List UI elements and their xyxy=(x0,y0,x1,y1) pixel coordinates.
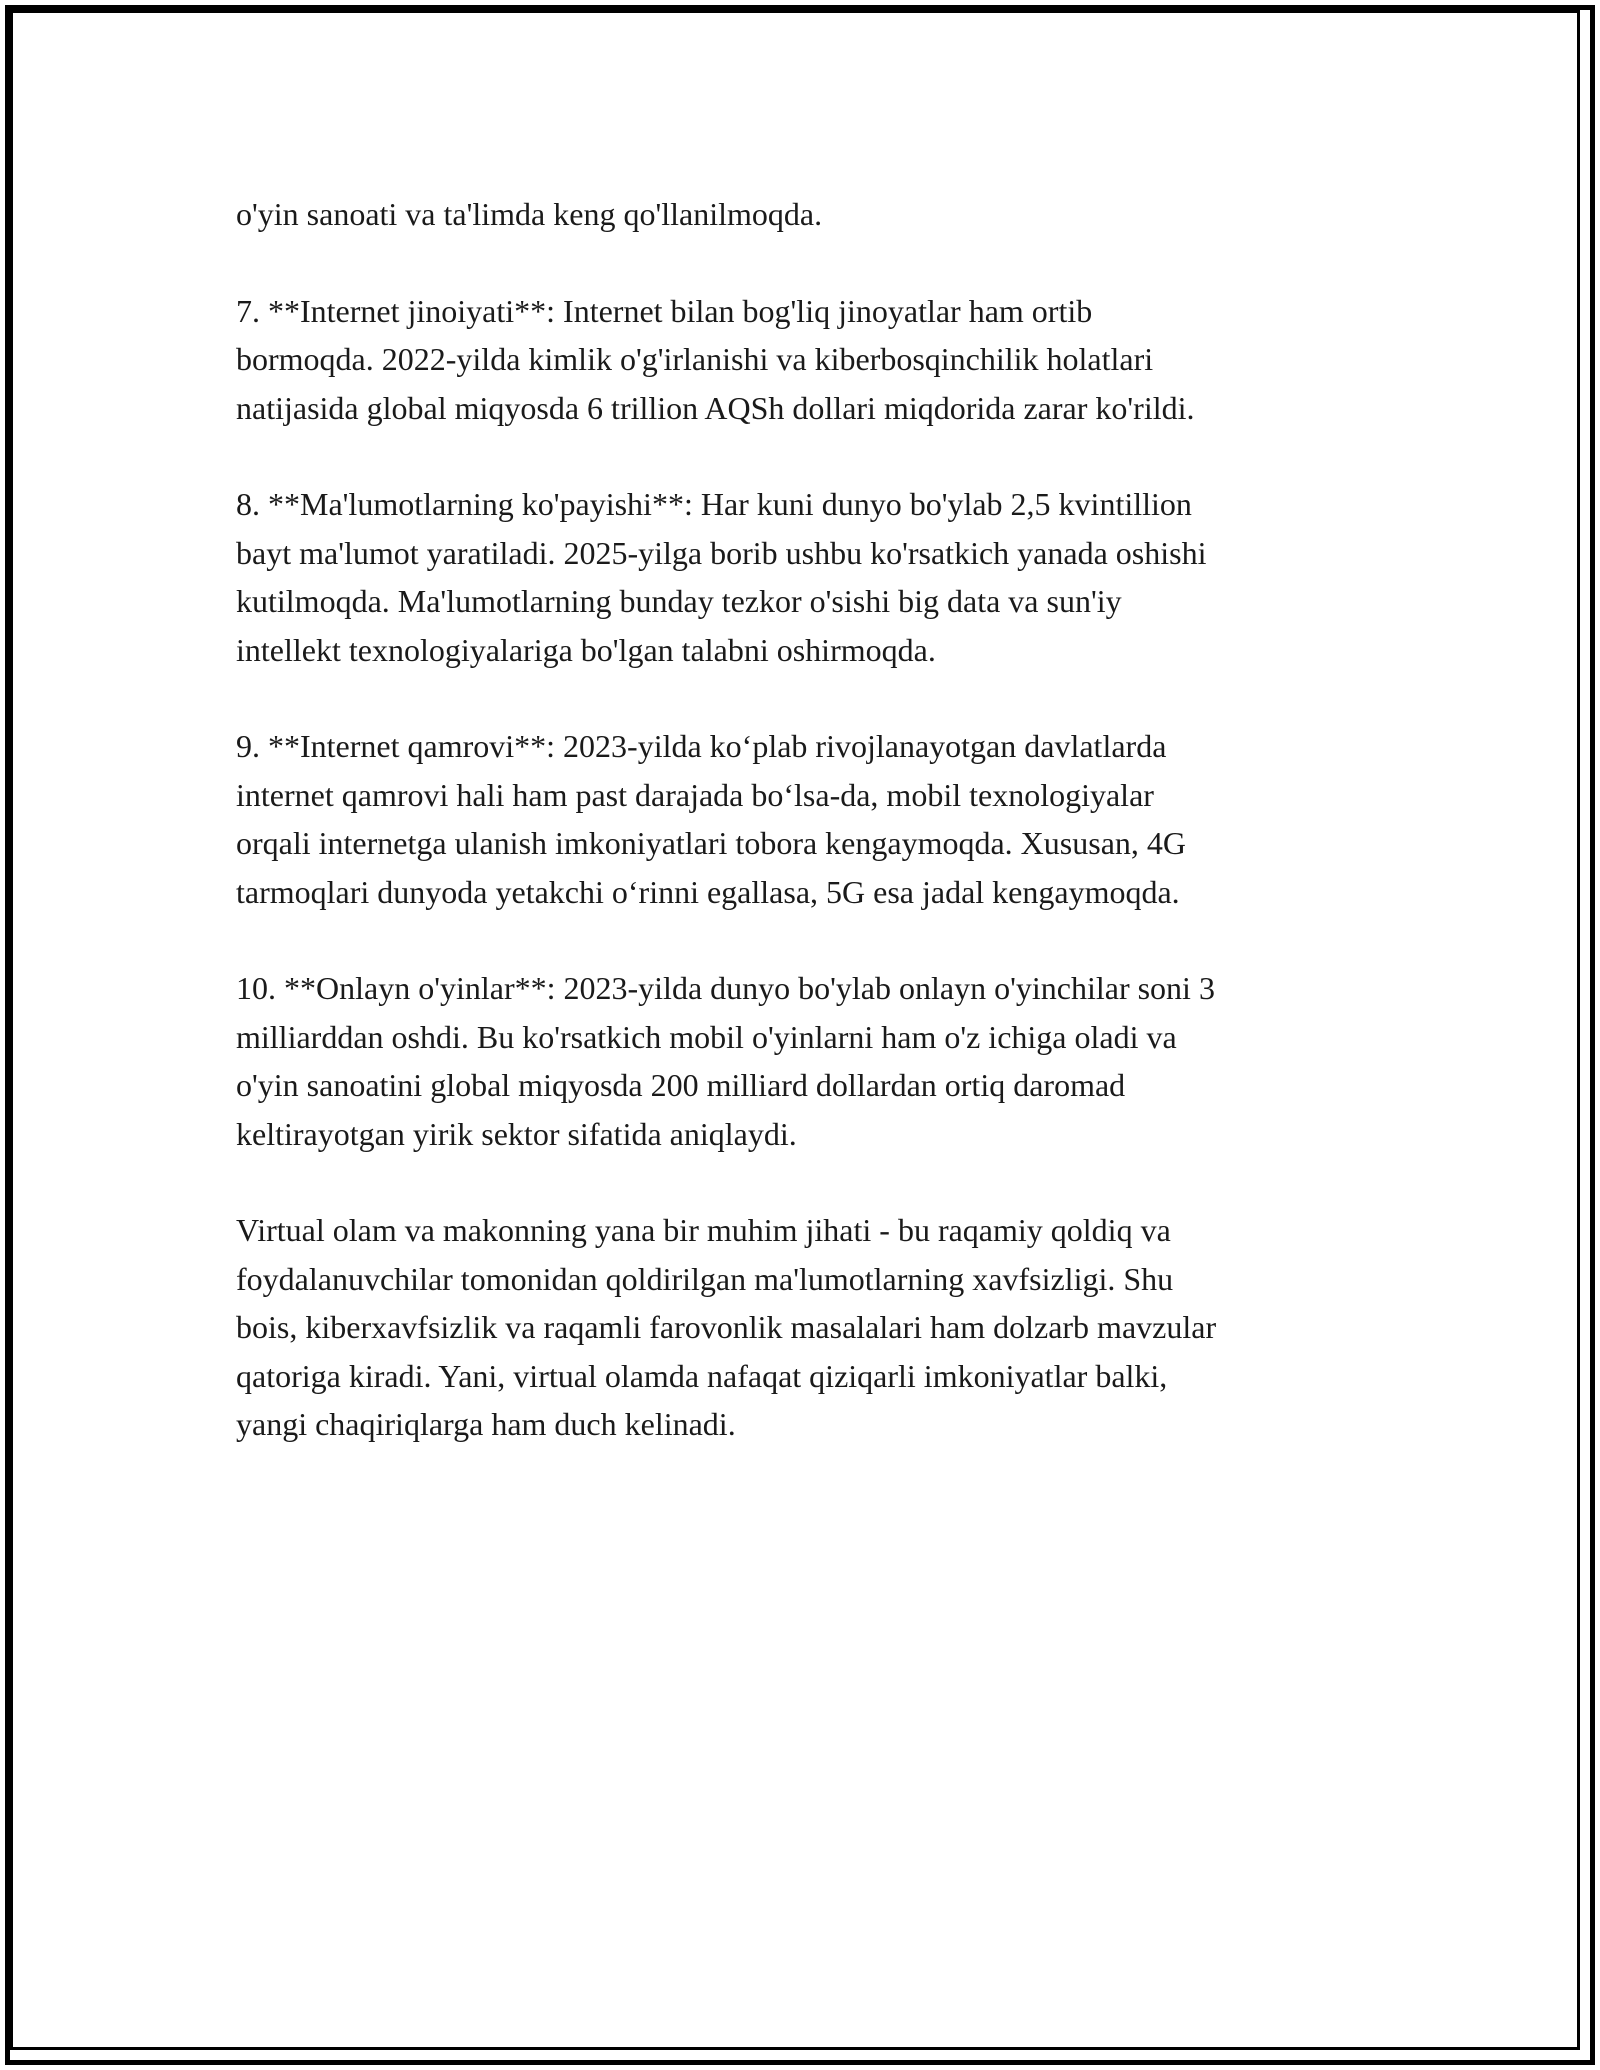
paragraph-internet-crime: 7. **Internet jinoiyati**: Internet bilan bog'liq jinoyatlar ham ortib bormoqda. 2022-yilda kimlik o'g'irlanishi va kiberbosqinchilik holatlari natijasida global miqyosda 6 trillion AQSh dollari miqdorida zarar ko'rildi. xyxy=(236,292,1195,426)
paragraph-online-games: 10. **Onlayn o'yinlar**: 2023-yilda dunyo bo'ylab onlayn o'yinchilar soni 3 milliarddan oshdi. Bu ko'rsatkich mobil o'yinlarni ham o'z ichiga oladi va o'yin sanoatini global miqyosda 200 milliard dollardan ortiq daromad keltirayotgan yirik sektor sifatida aniqlaydi. xyxy=(236,970,1215,1152)
paragraph-continuation: o'yin sanoati va ta'limda keng qo'llanilmoqda. xyxy=(236,196,823,232)
paragraph-data-growth: 8. **Ma'lumotlarning ko'payishi**: Har kuni dunyo bo'ylab 2,5 kvintillion bayt ma'lumot yaratiladi. 2025-yilga borib ushbu ko'rsatkich yanada oshishi kutilmoqda. Ma'lumotlarning bunday tezkor o'sishi big data va sun'iy intellekt texnologiyalariga bo'lgan talabni oshirmoqda. xyxy=(236,486,1207,668)
document-body xyxy=(236,190,1376,1497)
paragraph-internet-coverage: 9. **Internet qamrovi**: 2023-yilda ko‘plab rivojlanayotgan davlatlarda internet qamrovi hali ham past darajada bo‘lsa-da, mobil texnologiyalar orqali internetga ulanish imkoniyatlari tobora kengaymoqda. Xususan, 4G tarmoqlari dunyoda yetakchi o‘rinni egallasa, 5G esa jadal kengaymoqda. xyxy=(236,728,1186,910)
paragraph-conclusion: Virtual olam va makonning yana bir muhim jihati - bu raqamiy qoldiq va foydalanuvchilar tomonidan qoldirilgan ma'lumotlarning xavfsizligi. Shu bois, kiberxavfsizlik va raqamli farovonlik masalalari ham dolzarb mavzular qatoriga kiradi. Yani, virtual olamda nafaqat qiziqarli imkoniyatlar balki, yangi chaqiriqlarga ham duch kelinadi. xyxy=(236,1212,1217,1442)
